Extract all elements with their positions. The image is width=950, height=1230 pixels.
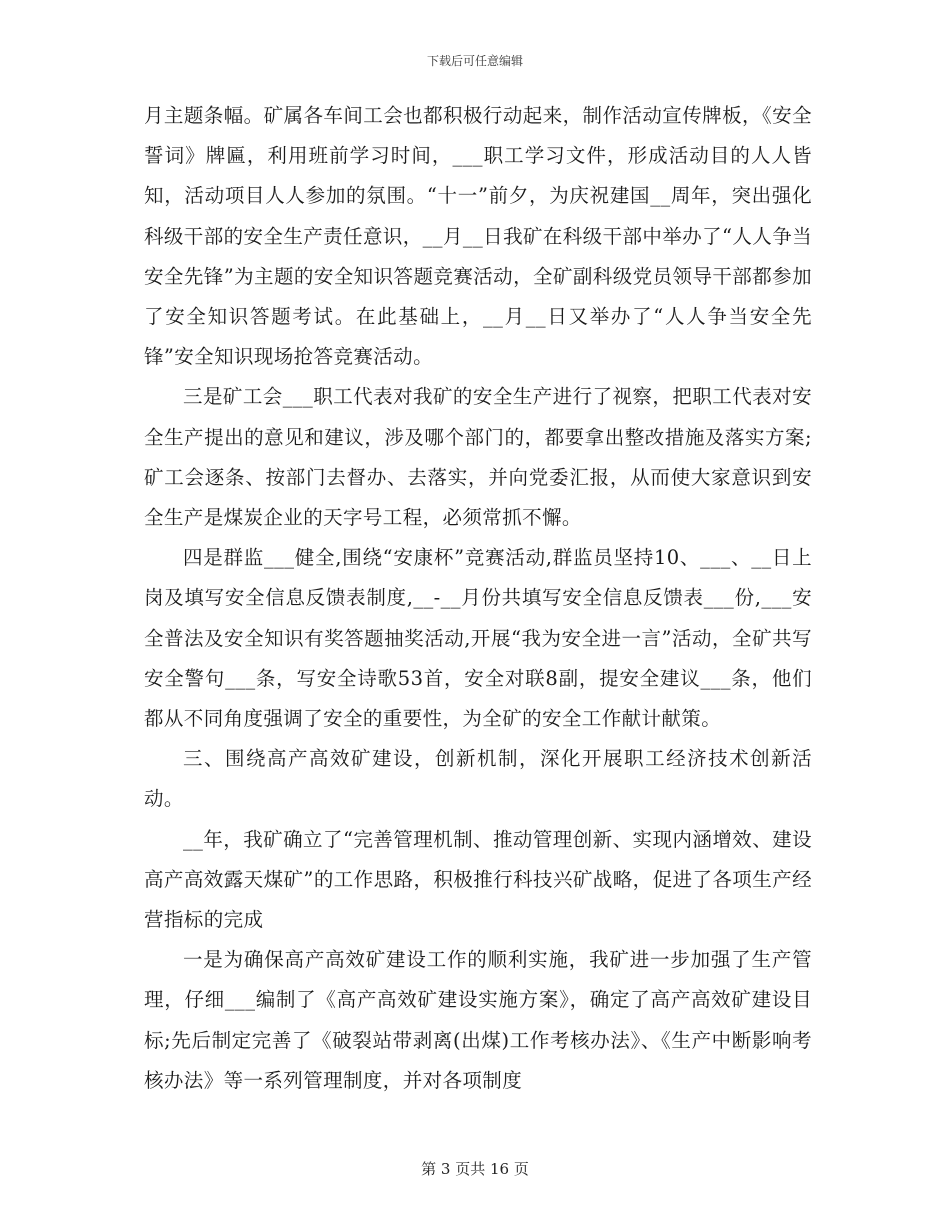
document-body: [144, 96, 812, 1101]
paragraph-point-three: 三是矿工会___职工代表对我矿的安全生产进行了视察，把职工代表对安全生产提出的意见和建议，涉及哪个部门的，都要拿出整改措施及落实方案;矿工会逐条、按部门去督办、去落实，并向党委汇报，从而使大家意识到安全生产是煤炭企业的天字号工程，必须常抓不懈。: [144, 385, 812, 530]
paragraph-point-one: 一是为确保高产高效矿建设工作的顺利实施，我矿进一步加强了生产管理，仔细___编制了《高产高效矿建设实施方案》，确定了高产高效矿建设目标;先后制定完善了《破裂站带剥离(出煤)工作考核办法》、《生产中断影响考核办法》等一系列管理制度，并对各项制度: [144, 948, 812, 1092]
page-header-note: 下载后可任意编辑: [426, 54, 523, 68]
section-heading-three: 三、围绕高产高效矿建设，创新机制，深化开展职工经济技术创新活动。: [144, 747, 812, 811]
paragraph-continuation: 月主题条幅。矿属各车间工会也都积极行动起来，制作活动宣传牌板，《安全誓词》牌匾，利用班前学习时间，___职工学习文件，形成活动目的人人皆知，活动项目人人参加的氛围。“十一”前夕，为庆祝建国__周年，突出强化科级干部的安全生产责任意识，__月__日我矿在科级干部中举办了“人人争当安全先锋”为主题的安全知识答题竞赛活动，全矿副科级党员领导干部都参加了安全知识答题考试。在此基础上，__月__日又举办了“人人争当安全先锋”安全知识现场抢答竞赛活动。: [144, 104, 812, 369]
paragraph-year-summary: __年，我矿确立了“完善管理机制、推动管理创新、实现内涵增效、建设高产高效露天煤矿”的工作思路，积极推行科技兴矿战略，促进了各项生产经营指标的完成: [144, 827, 812, 932]
page-number: 第 3 页共 16 页: [421, 1160, 529, 1178]
paragraph-point-four: 四是群监___健全,围绕“安康杯”竞赛活动,群监员坚持10、___、__日上岗及填写安全信息反馈表制度,__-__月份共填写安全信息反馈表___份,___安全普法及安全知识有奖答题抽奖活动,开展“我为安全进一言”活动，全矿共写安全警句___条，写安全诗歌53首，安全对联8副，提安全建议___条，他们都从不同角度强调了安全的重要性，为全矿的安全工作献计献策。: [144, 546, 812, 731]
